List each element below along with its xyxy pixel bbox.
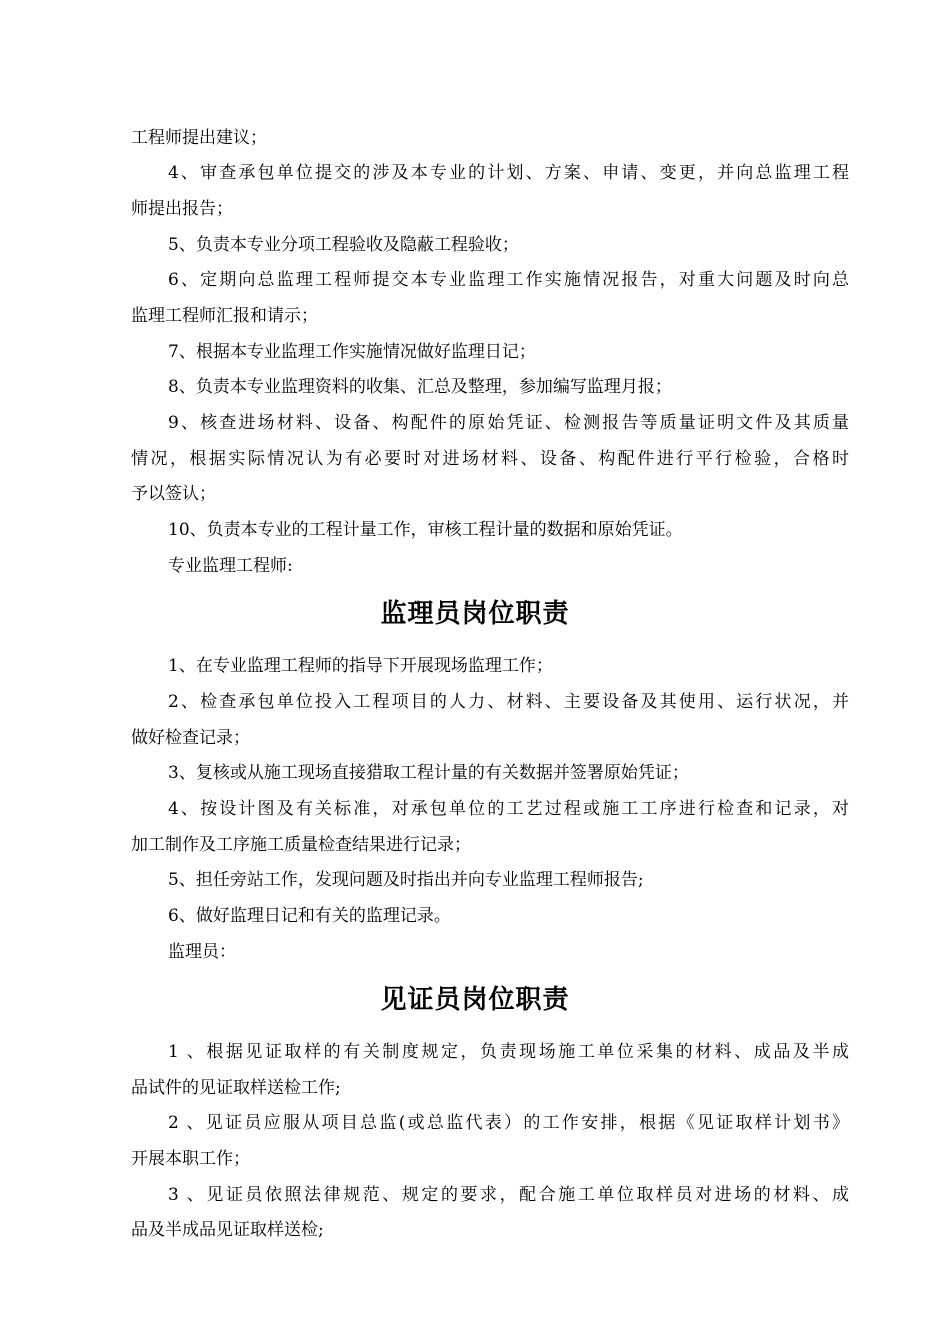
paragraph-line: 2、检查承包单位投入工程项目的人力、材料、主要设备及其使用、运行状况，并 — [168, 692, 849, 712]
paragraph-line: 工程师提出建议； — [131, 128, 267, 148]
paragraph-line: 师提出报告； — [131, 199, 233, 219]
paragraph-line: 9、核查进场材料、设备、构配件的原始凭证、检测报告等质量证明文件及其质量 — [168, 413, 849, 433]
paragraph-line: 品试件的见证取样送检工作; — [131, 1078, 341, 1098]
paragraph-line: 7、根据本专业监理工作实施情况做好监理日记； — [168, 342, 536, 362]
paragraph-line: 做好检查记录； — [131, 728, 250, 748]
paragraph-line: 1 、根据见证取样的有关制度规定，负责现场施工单位采集的材料、成品及半成 — [168, 1042, 849, 1062]
paragraph-line: 5、负责本专业分项工程验收及隐蔽工程验收； — [168, 235, 519, 255]
paragraph-line: 情况，根据实际情况认为有必要时对进场材料、设备、构配件进行平行检验，合格时 — [131, 449, 849, 469]
paragraph-line: 5、担任旁站工作，发现问题及时指出并向专业监理工程师报告; — [168, 870, 644, 890]
paragraph-line: 2 、见证员应服从项目总监(或总监代表）的工作安排，根据《见证取样计划书》 — [168, 1113, 849, 1133]
paragraph-line: 6、做好监理日记和有关的监理记录。 — [168, 906, 451, 926]
paragraph-line: 4、审查承包单位提交的涉及本专业的计划、方案、申请、变更，并向总监理工程 — [168, 163, 849, 183]
paragraph-line: 监理工程师汇报和请示； — [131, 306, 318, 326]
section-title: 见证员岗位职责 — [380, 985, 570, 1015]
paragraph-line: 开展本职工作； — [131, 1149, 250, 1169]
paragraph-line: 6、定期向总监理工程师提交本专业监理工作实施情况报告，对重大问题及时向总 — [168, 270, 849, 290]
signature-label: 监理员： — [168, 942, 236, 962]
paragraph-line: 10、负责本专业的工程计量工作，审核工程计量的数据和原始凭证。 — [168, 520, 683, 540]
paragraph-line: 3、复核或从施工现场直接猎取工程计量的有关数据并签署原始凭证； — [168, 763, 689, 783]
paragraph-line: 予以签认； — [131, 484, 216, 504]
paragraph-line: 1、在专业监理工程师的指导下开展现场监理工作； — [168, 656, 553, 676]
paragraph-line: 8、负责本专业监理资料的收集、汇总及整理，参加编写监理月报； — [168, 377, 672, 397]
paragraph-line: 3 、见证员依照法律规范、规定的要求，配合施工单位取样员对进场的材料、成 — [168, 1185, 849, 1205]
paragraph-line: 品及半成品见证取样送检; — [131, 1220, 324, 1240]
signature-label: 专业监理工程师: — [168, 556, 293, 576]
section-title: 监理员岗位职责 — [380, 599, 570, 629]
paragraph-line: 4、按设计图及有关标准，对承包单位的工艺过程或施工工序进行检查和记录，对 — [168, 799, 849, 819]
paragraph-line: 加工制作及工序施工质量检查结果进行记录； — [131, 835, 471, 855]
